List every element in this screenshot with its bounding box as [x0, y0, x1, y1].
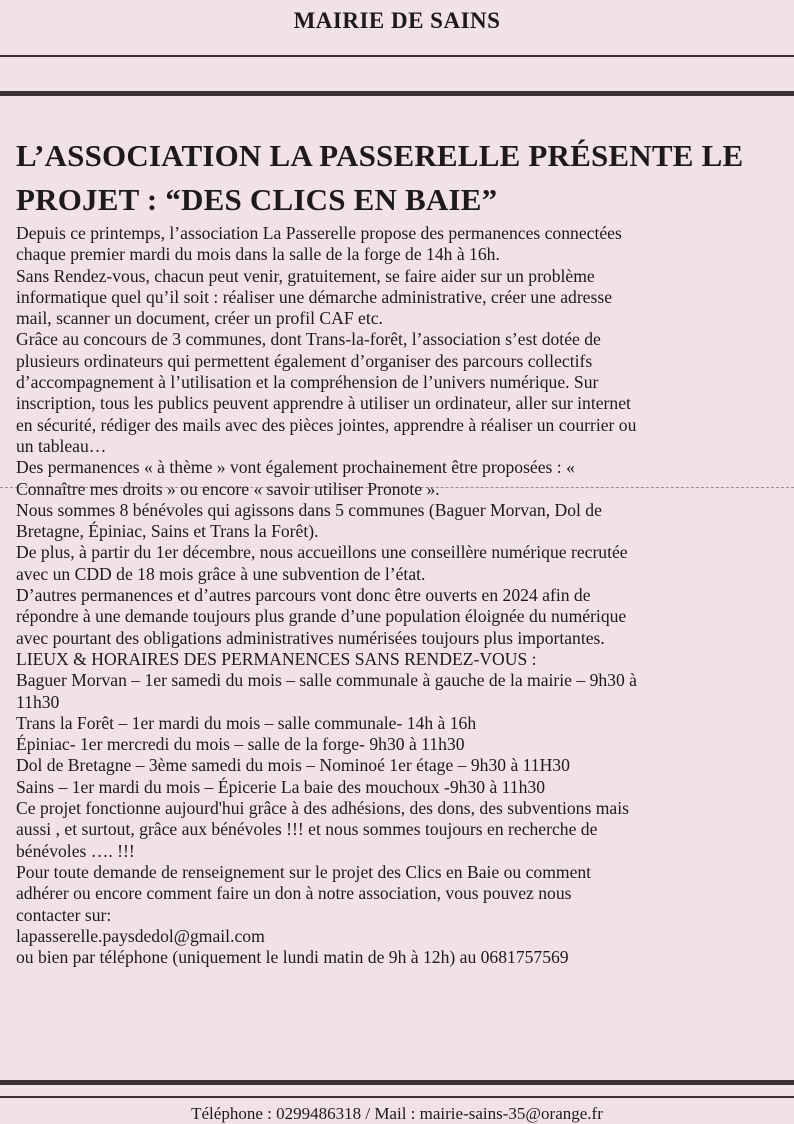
article-title-line: PROJET : “DES CLICS EN BAIE” [16, 182, 498, 217]
schedule-line: Sains – 1er mardi du mois – Épicerie La baie des mouchoux -9h30 à 11h30 [16, 776, 545, 797]
schedule-heading: LIEUX & HORAIRES DES PERMANENCES SANS RENDEZ-VOUS : [16, 648, 537, 669]
body-line: un tableau… [16, 435, 107, 456]
body-line: adhérer ou encore comment faire un don à notre association, vous pouvez nous [16, 883, 572, 904]
body-line: Nous sommes 8 bénévoles qui agissons dans 5 communes (Baguer Morvan, Dol de [16, 499, 602, 520]
header-divider-thin [0, 55, 794, 57]
contact-phone-line: ou bien par téléphone (uniquement le lundi matin de 9h à 12h) au 0681757569 [16, 947, 569, 968]
body-line: en sécurité, rédiger des mails avec des pièces jointes, apprendre à réaliser un courrier ou [16, 414, 637, 435]
body-line: Ce projet fonctionne aujourd'hui grâce à des adhésions, des dons, des subventions mais [16, 798, 629, 819]
body-line: d’accompagnement à l’utilisation et la compréhension de l’univers numérique. Sur [16, 372, 599, 393]
body-line: De plus, à partir du 1er décembre, nous accueillons une conseillère numérique recrutée [16, 542, 628, 563]
article-title-line: L’ASSOCIATION LA PASSERELLE PRÉSENTE LE [16, 138, 744, 173]
schedule-line: 11h30 [16, 691, 60, 712]
body-line: D’autres permanences et d’autres parcours vont donc être ouverts en 2024 afin de [16, 585, 591, 606]
body-line: bénévoles …. !!! [16, 840, 135, 861]
schedule-line: Trans la Forêt – 1er mardi du mois – salle communale- 14h à 16h [16, 712, 477, 733]
body-line: Bretagne, Épiniac, Sains et Trans la Forêt). [16, 521, 319, 542]
body-line: inscription, tous les publics peuvent apprendre à utiliser un ordinateur, aller sur internet [16, 393, 631, 414]
article-body [16, 223, 786, 968]
footer-contact: Téléphone : 0299486318 / Mail : mairie-sains-35@orange.fr [191, 1104, 603, 1123]
schedule-line: Épiniac- 1er mercredi du mois – salle de la forge- 9h30 à 11h30 [16, 734, 465, 755]
body-line: Pour toute demande de renseignement sur le projet des Clics en Baie ou comment [16, 861, 592, 882]
body-line: chaque premier mardi du mois dans la salle de la forge de 14h à 16h. [16, 244, 500, 265]
body-line: répondre à une demande toujours plus grande d’une population éloignée du numérique [16, 606, 627, 627]
body-line: Depuis ce printemps, l’association La Passerelle propose des permanences connectées [16, 223, 622, 243]
contact-email: lapasserelle.paysdedol@gmail.com [16, 925, 265, 946]
body-line: Sans Rendez-vous, chacun peut venir, gratuitement, se faire aider sur un problème [16, 265, 595, 286]
schedule-line: Baguer Morvan – 1er samedi du mois – salle communale à gauche de la mairie – 9h30 à [16, 670, 637, 691]
body-line: plusieurs ordinateurs qui permettent également d’organiser des parcours collectifs [16, 350, 593, 371]
body-line: avec pourtant des obligations administratives numérisées toujours plus importantes. [16, 627, 605, 648]
footer-divider-thick [0, 1080, 794, 1085]
article-title [16, 134, 786, 222]
body-line: contacter sur: [16, 904, 112, 925]
body-line: Des permanences « à thème » vont également prochainement être proposées : « [16, 457, 575, 478]
header-divider-thick [0, 91, 794, 96]
body-line: Grâce au concours de 3 communes, dont Trans-la-forêt, l’association s’est dotée de [16, 329, 601, 350]
page-header-title: MAIRIE DE SAINS [293, 8, 501, 33]
body-line: mail, scanner un document, créer un profil CAF etc. [16, 308, 383, 329]
schedule-line: Dol de Bretagne – 3ème samedi du mois – Nominoé 1er étage – 9h30 à 11H30 [16, 755, 570, 776]
body-line: avec un CDD de 18 mois grâce à une subvention de l’état. [16, 563, 426, 584]
footer-divider-thin [0, 1096, 794, 1098]
body-line: Connaître mes droits » ou encore « savoir utiliser Pronote ». [16, 478, 440, 499]
body-line: informatique quel qu’il soit : réaliser une démarche administrative, créer une adresse [16, 286, 612, 307]
body-line: aussi , et surtout, grâce aux bénévoles !!! et nous sommes toujours en recherche de [16, 819, 598, 840]
